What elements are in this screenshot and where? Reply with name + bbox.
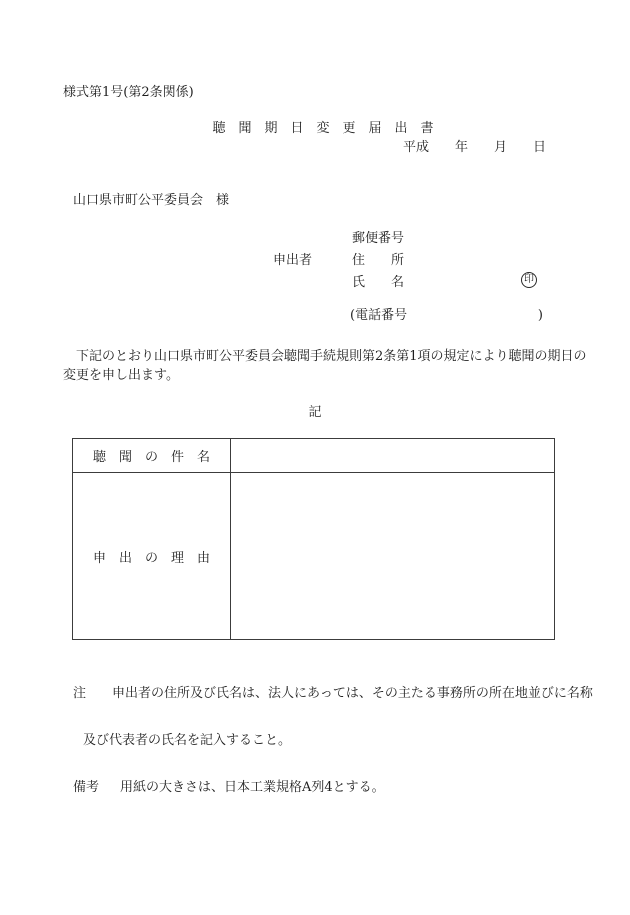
record-heading: 記: [308, 405, 322, 420]
application-reason-value: [231, 473, 555, 640]
remark-text: 用紙の大きさは、日本工業規格A列4とする。: [120, 780, 385, 795]
form-table: [72, 438, 555, 640]
hearing-subject-value: [231, 439, 555, 473]
form-number: 様式第1号(第2条関係): [63, 85, 194, 100]
postal-code-label: 郵便番号: [352, 231, 405, 246]
note-line: [73, 686, 593, 701]
phone-line: [350, 309, 543, 322]
addressee: 山口県市町公平委員会 様: [73, 193, 230, 208]
remark-label: 備考: [73, 780, 100, 795]
application-reason-label: 申 出 の 理 由: [73, 473, 231, 640]
hearing-subject-label: 聴 聞 の 件 名: [73, 439, 231, 473]
table-row-application-reason: [73, 473, 555, 640]
body-text-line1: 下記のとおり山口県市町公平委員会聴聞手続規則第2条第1項の規定により聴聞の期日の: [63, 349, 587, 364]
date-line: 平成 年 月 日: [403, 140, 547, 155]
phone-close-paren: ): [537, 308, 543, 323]
phone-label: (電話番号: [350, 308, 408, 323]
document-title: 聴 聞 期 日 変 更 届 出 書: [212, 121, 434, 136]
name-label: 氏 名: [352, 275, 405, 290]
seal-icon: [521, 272, 537, 288]
seal-character: 印: [524, 274, 534, 285]
body-text-line2: 変更を申し出ます。: [63, 368, 179, 383]
table-row-hearing-subject: [73, 439, 555, 473]
applicant-label: 申出者: [273, 253, 313, 268]
note-continuation: 及び代表者の氏名を記入すること。: [83, 733, 292, 748]
note-label: 注: [73, 686, 87, 701]
remark-line: [73, 781, 573, 794]
notes-section: [73, 661, 593, 828]
note-text: 申出者の住所及び氏名は、法人にあっては、その主たる事務所の所在地並びに名称: [112, 686, 593, 701]
address-label: 住 所: [352, 253, 405, 268]
